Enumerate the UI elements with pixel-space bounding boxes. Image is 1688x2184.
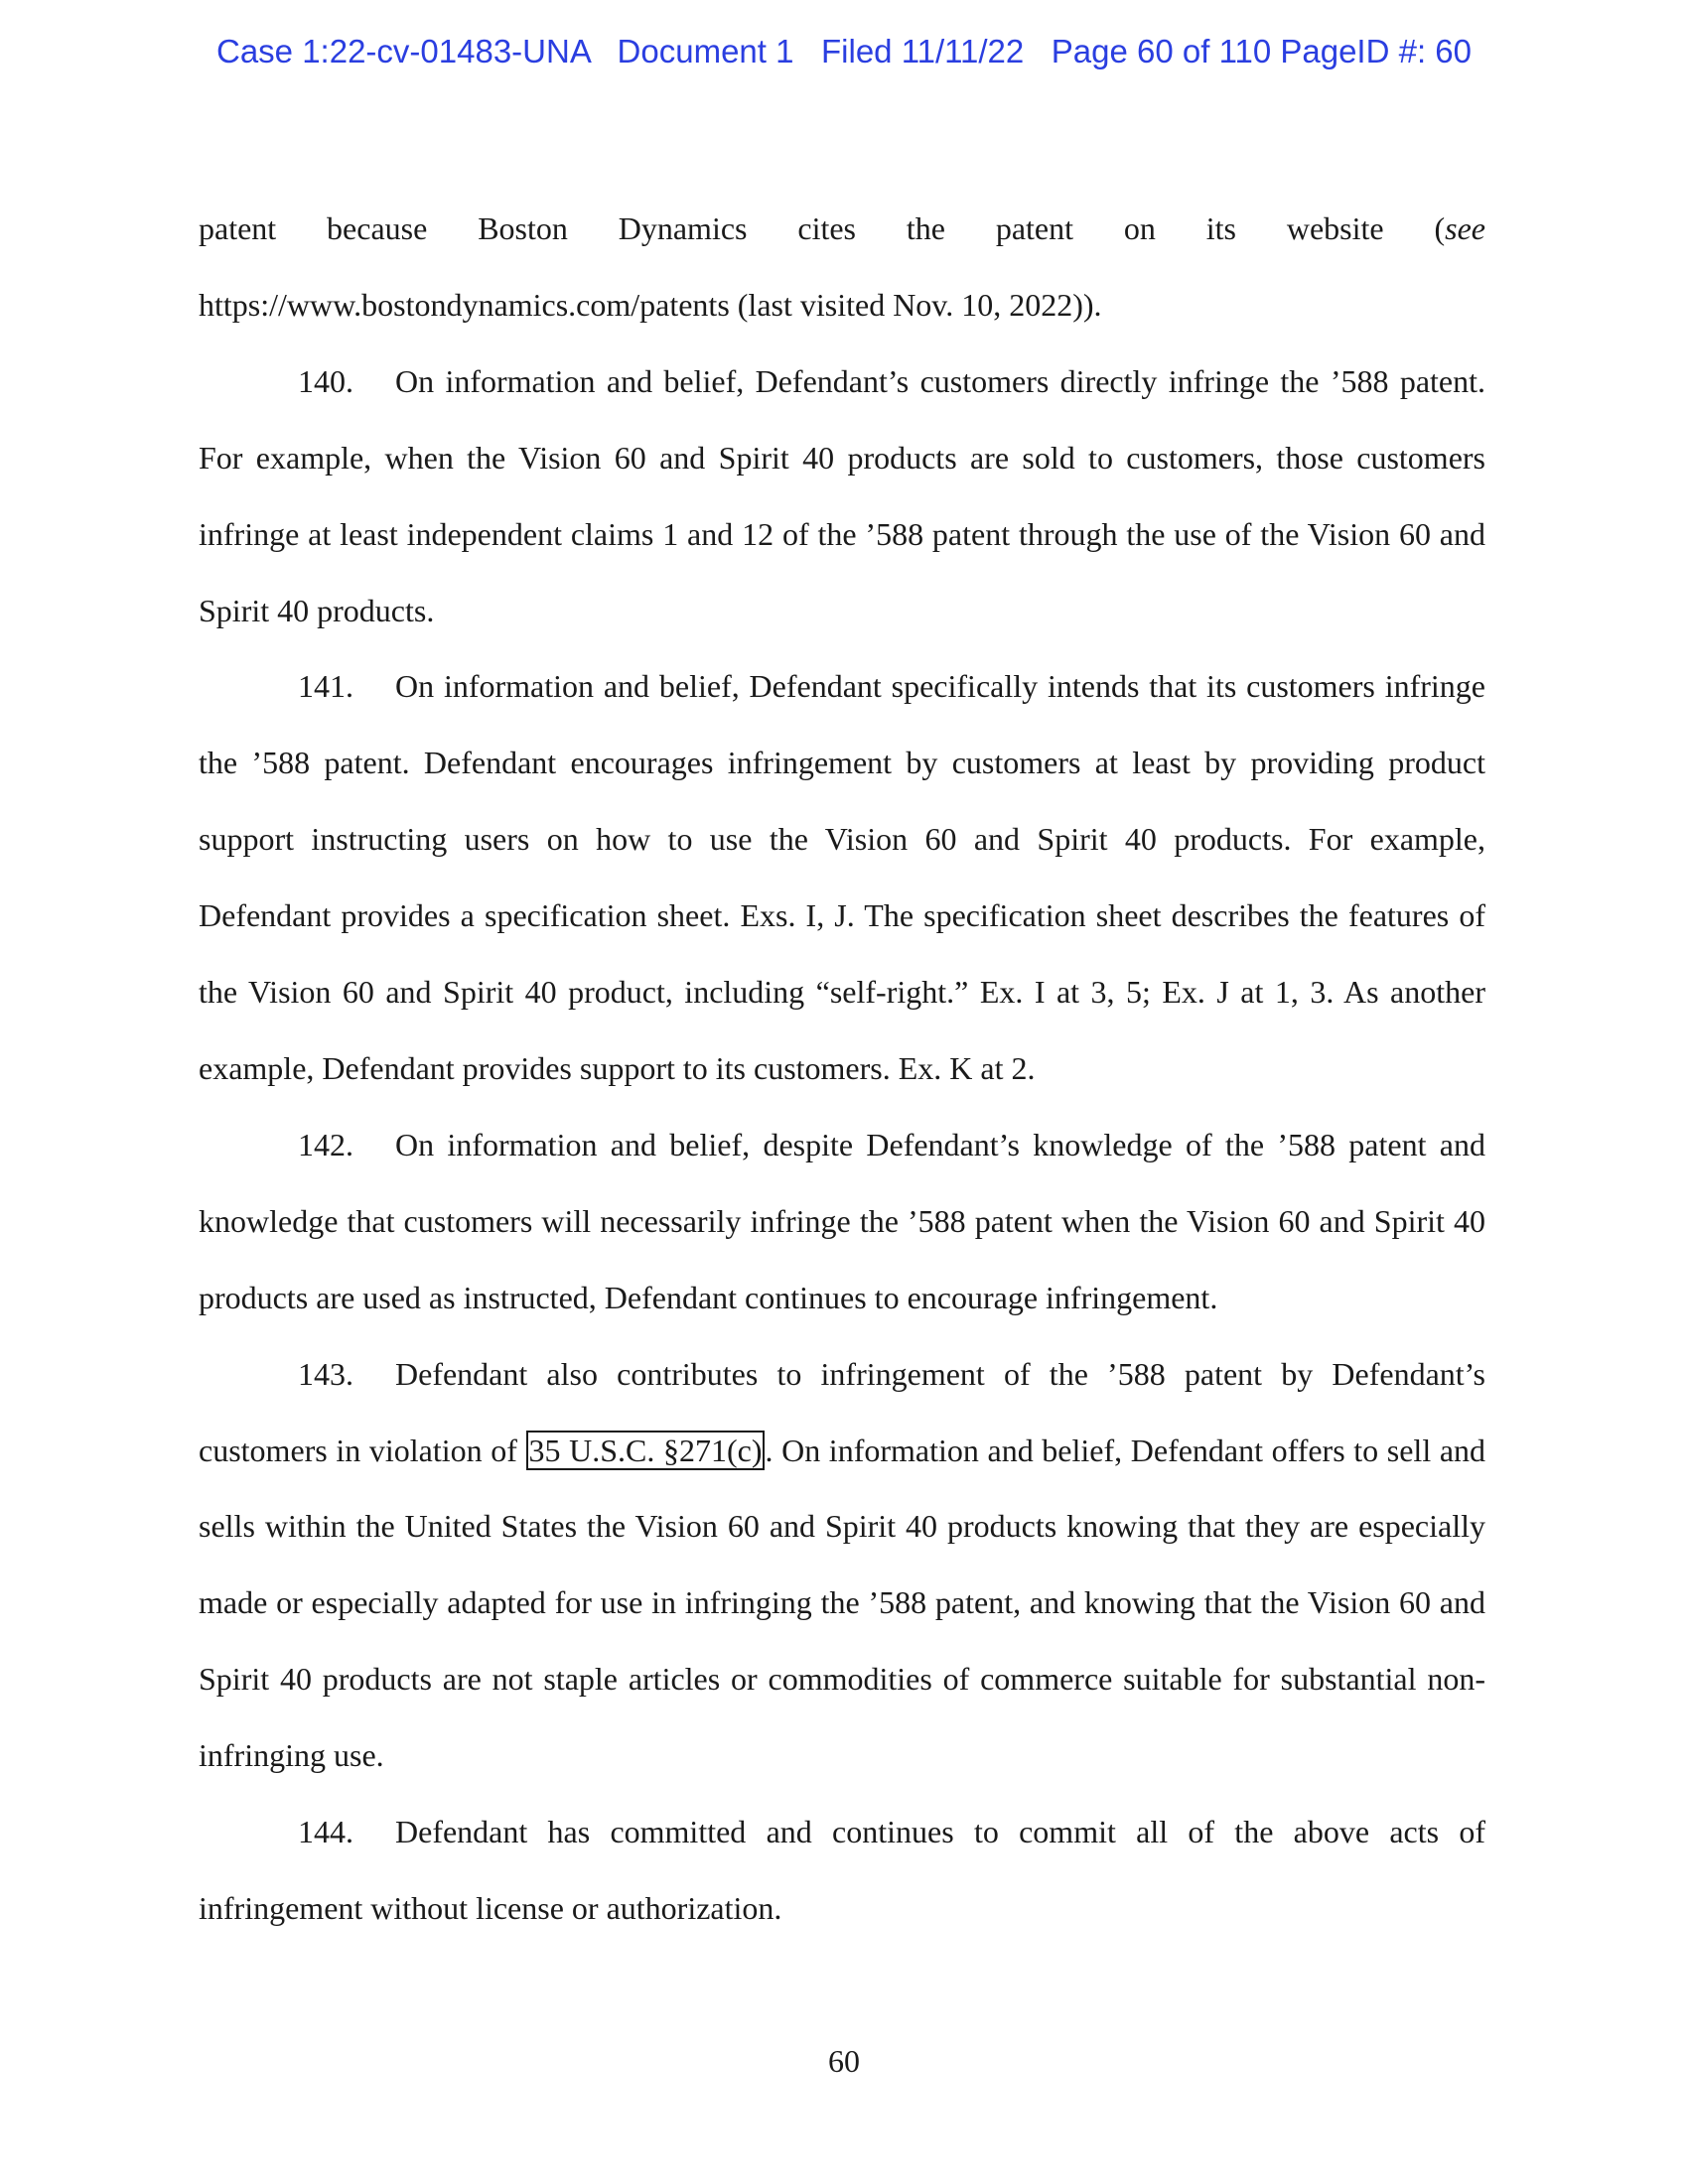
paragraph-text-before: Defendant also contributes to infringement of the ’588 patent by Defendant’s customers in violation of <box>199 1355 1485 1468</box>
document-number: Document 1 <box>617 33 794 69</box>
paragraph-141 <box>199 648 1485 1106</box>
paragraph-text: On information and belief, despite Defendant’s knowledge of the ’588 patent and knowledge that customers will necessarily infringe the ’588 patent when the Vision 60 and Spirit 40 products are used as instructed, Defendant continues to encourage infringement. <box>199 1126 1485 1315</box>
paragraph-number: 141. <box>298 668 353 705</box>
paragraph-140 <box>199 343 1485 649</box>
paragraph-text: Defendant has committed and continues to commit all of the above acts of infringement without license or authorization. <box>199 1814 1485 1926</box>
paragraph-number: 143. <box>298 1355 353 1392</box>
paragraph-144 <box>199 1794 1485 1947</box>
case-number: Case 1:22-cv-01483-UNA <box>216 33 591 69</box>
continued-text-line2: https://www.bostondynamics.com/patents (last visited Nov. 10, 2022)). <box>199 286 1102 323</box>
paragraph-text: On information and belief, Defendant specifically intends that its customers infringe the ’588 patent. Defendant encourages infringement by customers at least by providing product support instructing users on how to use the Vision 60 and Spirit 40 products. For example, Defendant provides a specification sheet. Exs. I, J. The specification sheet describes the features of the Vision 60 and Spirit 40 product, including “self-right.” Ex. I at 3, 5; Ex. J at 1, 3. As another example, Defendant provides support to its customers. Ex. K at 2. <box>199 668 1485 1086</box>
paragraph-number: 140. <box>298 362 353 399</box>
case-header <box>0 28 1688 75</box>
paragraph-text: On information and belief, Defendant’s customers directly infringe the ’588 patent. For example, when the Vision 60 and Spirit 40 products are sold to customers, those customers infringe at least independent claims 1 and 12 of the ’588 patent through the use of the Vision 60 and Spirit 40 products. <box>199 362 1485 628</box>
statute-link[interactable]: 35 U.S.C. §271(c) <box>526 1431 766 1470</box>
page-id: Page 60 of 110 PageID #: 60 <box>1051 33 1472 69</box>
paragraph-143 <box>199 1336 1485 1794</box>
filed-date: Filed 11/11/22 <box>821 33 1025 69</box>
paragraph-number: 144. <box>298 1814 353 1850</box>
continued-text-line1: patent because Boston Dynamics cites the patent on its website ( <box>199 210 1446 246</box>
paragraph-text-after: . On information and belief, Defendant offers to sell and sells within the United States the Vision 60 and Spirit 40 products knowing that they are especially made or especially adapted for use in infringing the ’588 patent, and knowing that the Vision 60 and Spirit 40 products are not staple articles or commodities of commerce suitable for substantial non-infringing use. <box>199 1432 1486 1774</box>
document-body <box>199 191 1485 1947</box>
continued-paragraph <box>199 191 1485 343</box>
page-number: 60 <box>828 2043 860 2079</box>
see-signal: see <box>1445 210 1485 246</box>
paragraph-142 <box>199 1107 1485 1336</box>
paragraph-number: 142. <box>298 1126 353 1162</box>
